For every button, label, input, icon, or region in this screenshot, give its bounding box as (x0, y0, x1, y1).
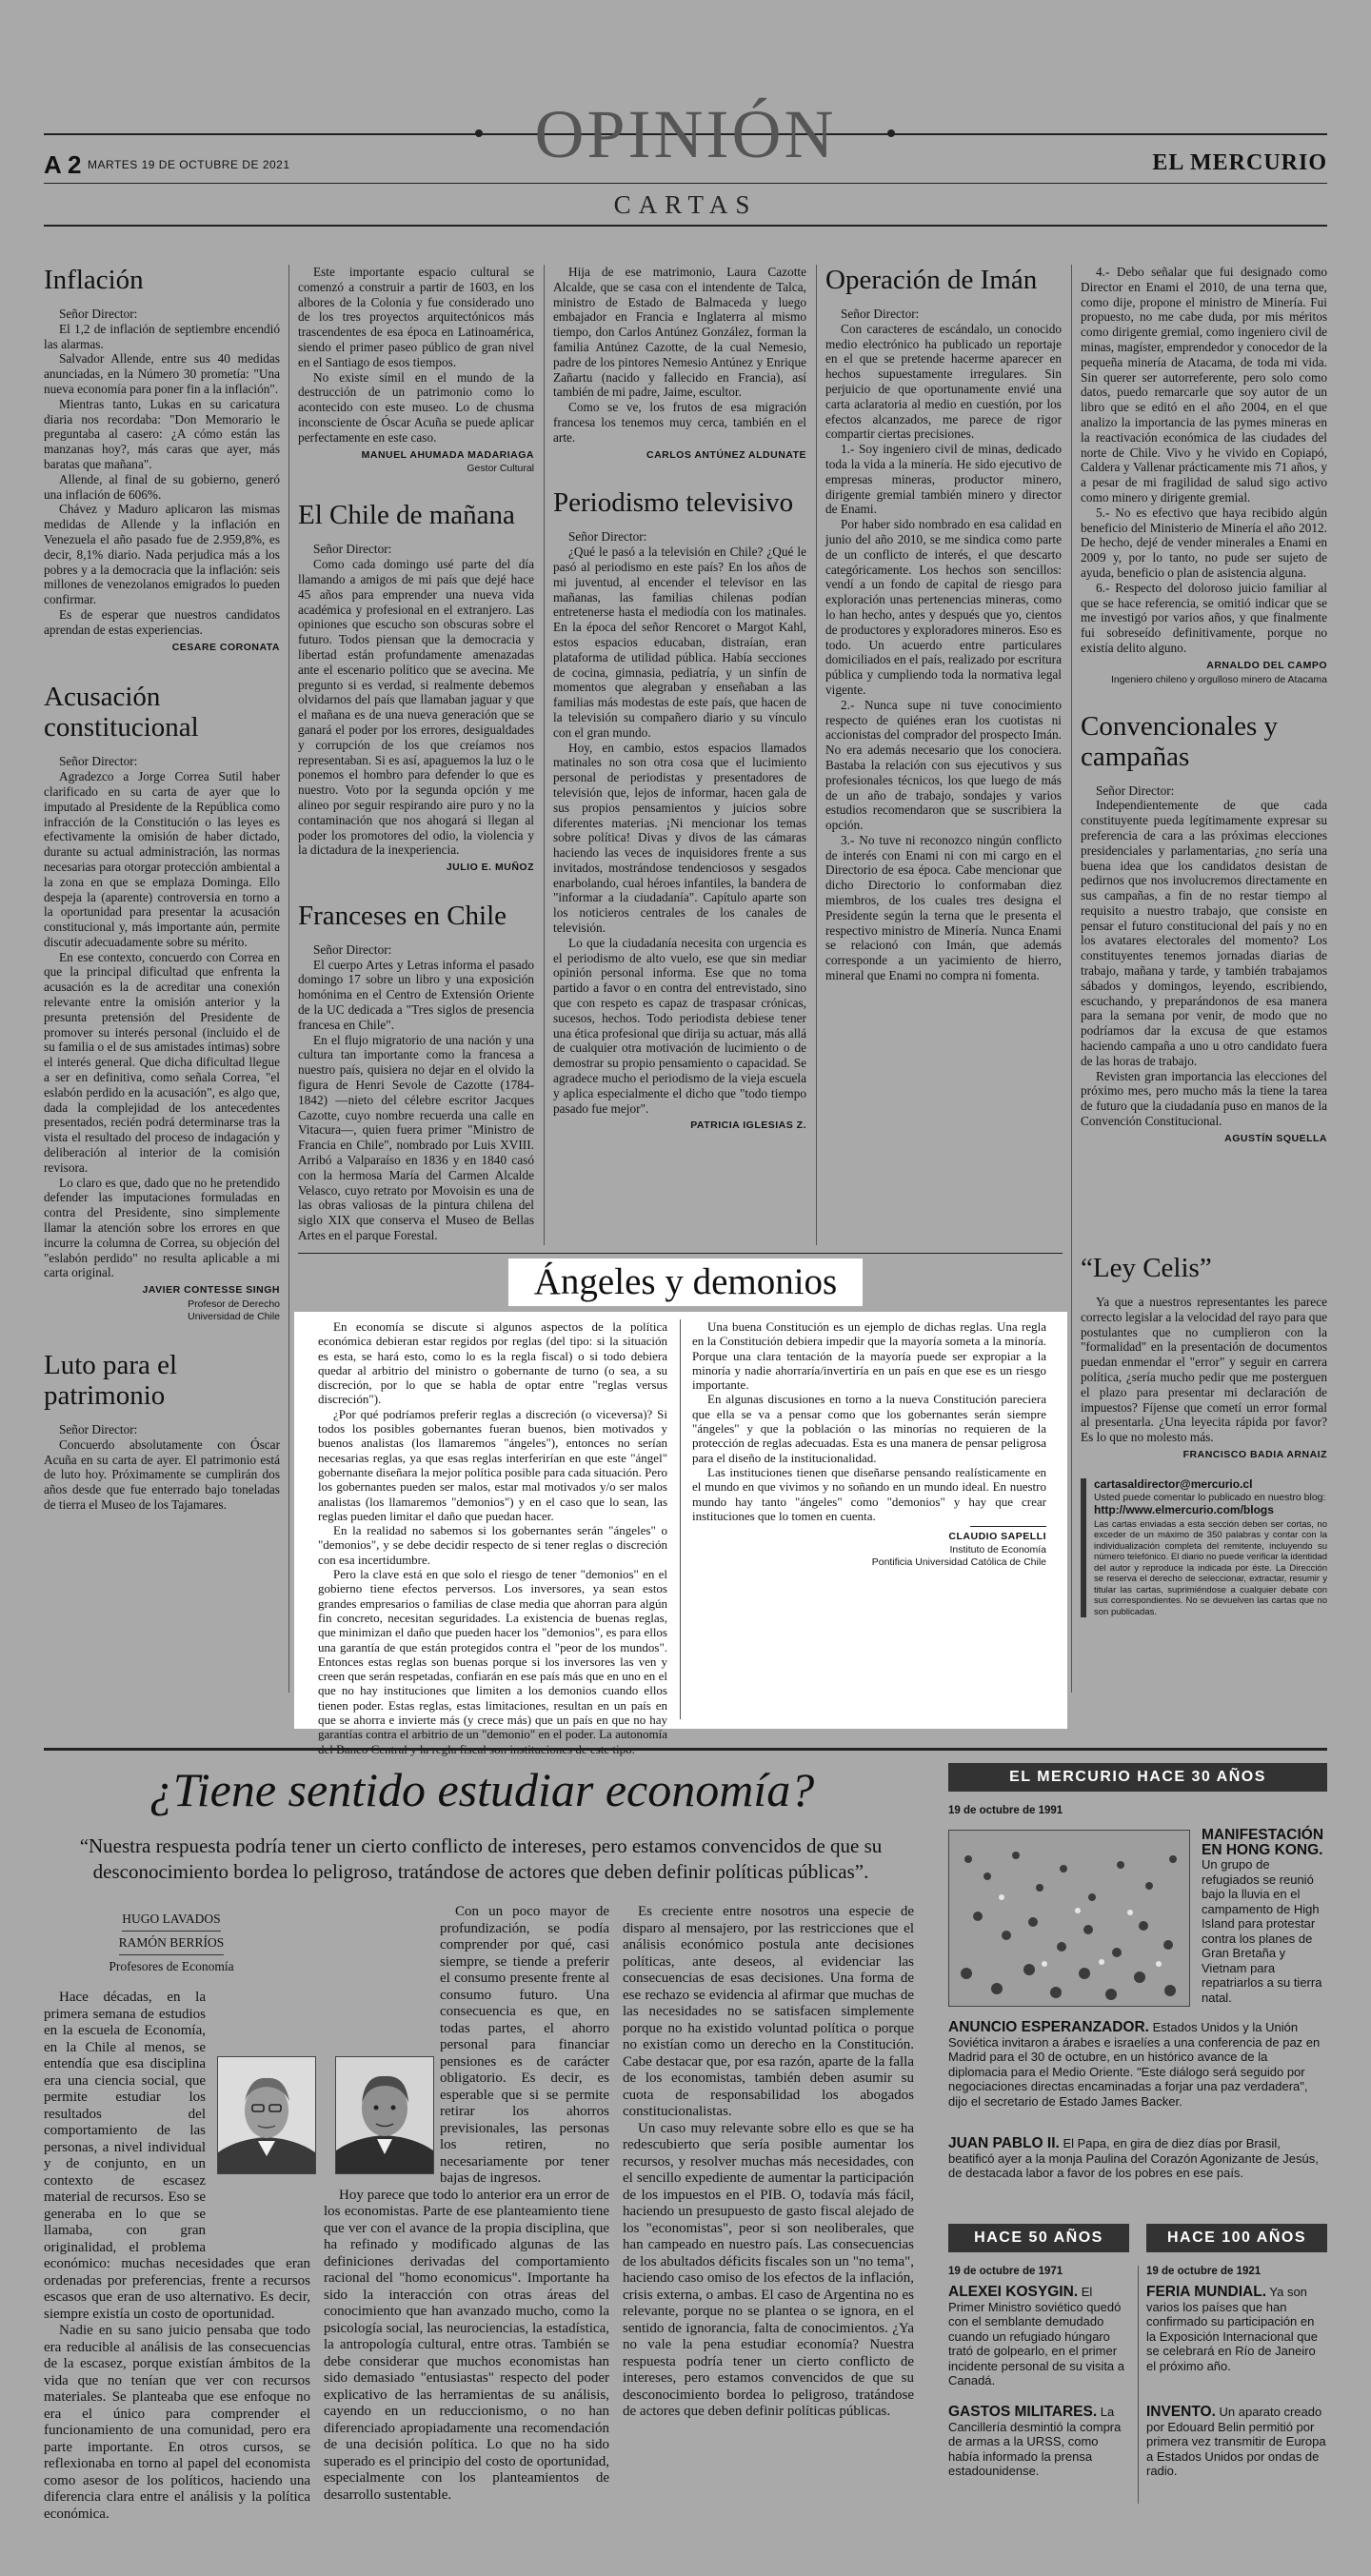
history-item-head: MANIFESTACIÓN EN HONG KONG. (1202, 1827, 1324, 1858)
editorial-col-1 (318, 1319, 667, 1756)
letter-paragraph: En el flujo migratorio de una nación y una cultura tan importante como la francesa a nuestro país, quisiera no dejar en el olvido la figura de Henri Sevole de Cazotte (1784-1842) —nieto del célebre escritor Jacques Cazotte, cuyo nombre recuerda una calle en Vitacura—, quien fuera primer "Ministro de Francia en Chile", nombrado por Luis XVIII. Arribó a Valparaíso en 1836 y en 1840 casó con la hermosa María del Carmen Alcalde Velasco, cuyo retrato por Movoisin es una de las obras valiosas de la pintura chilena del siglo XIX que conserva el Museo de Bellas Artes en el parque Forestal. (298, 1032, 534, 1243)
contact-text (1094, 1478, 1327, 1618)
photo-spacer (324, 1904, 440, 2176)
history-item-text: Un aparato creado por Edouard Belin permitió por primera vez transmitir de Europa a Estados Unidos por ondas de radio. (1146, 2405, 1326, 2478)
letter-affiliation: Profesor de Derecho (188, 1298, 280, 1311)
column-divider (816, 265, 817, 1245)
history-item-head: INVENTO. (1146, 2404, 1216, 2420)
letter-signature: FRANCISCO BADIA ARNAIZ (1182, 1448, 1327, 1460)
column-lead: “Nuestra respuesta podría tener un cierto conflicto de intereses, pero estamos convencidos de que su desconocimiento bordea lo peligroso, tratándose de actores que deben definir políticas públicas”. (79, 1834, 883, 1883)
author-name: RAMÓN BERRÍOS (119, 1932, 225, 1955)
history-item-head: ANUNCIO ESPERANZADOR. (948, 2019, 1149, 2035)
editorial-rule (298, 1253, 1063, 1254)
letter-paragraph: Con caracteres de escándalo, un conocido medio electrónico ha publicado un reportaje en el que se pretende hacerme aparecer en hechos supuestamente irregulares. Sin perjuicio de que oportunamente envié una carta aclaratoria al medio en cuestión, por los efectos alcanzados, me parece de rigor compartir ciertas precisiones. (825, 321, 1062, 442)
letter-paragraph: Hija de ese matrimonio, Laura Cazotte Alcalde, que se casa con el intendente de Talca, ministro de Estado de Balmaceda y luego embajador en Francia e Inglaterra al mismo tiempo, don Carlos Antúnez González, forman la familia Antúnez Cazotte, de la cual Nemesio, padre de los pintores Nemesio Antúnez y Enrique Zañartu (nacido y fallecido en Francia), así también de mi padre, Jaime, escultor. (553, 265, 806, 400)
column-divider (544, 265, 545, 1245)
history-50-item-2 (948, 2405, 1129, 2479)
letter-paragraph: No existe símil en el mundo de la destrucción de un patrimonio como lo acontecido con este museo. Lo de chusma inconsciente de Óscar Acuña se puede aplicar perfectamente en este caso. (298, 369, 534, 445)
history-100-item-1 (1146, 2285, 1327, 2373)
column-paragraph: Nadie en su sano juicio pensaba que todo era reducible al análisis de las consecuencias de la escasez, porque existían ámbitos de la vida que no tenían que ver con recursos materiales. Se planteaba que ese enfoque no era el único para comprender el funcionamiento de una comunidad, pero era parte importante. En otros cursos, se reflexionaba en torno al papel del economista como asesor de los políticos, haciendo una diferencia clara entre el análisis y la política económica. (44, 2323, 310, 2522)
letter-signature: JAVIER CONTESSE SINGH (142, 1284, 280, 1297)
column-1 (44, 265, 280, 1693)
letter-paragraph: 6.- Respecto del doloroso juicio familiar al que se hace referencia, se omitió indicar que se me investigó por varios años, y que finalmente fui sobreseído definitivamente, porque no existía delito alguno. (1081, 580, 1327, 655)
letter-signature: JULIO E. MUÑOZ (446, 862, 534, 874)
editorial-box (294, 1312, 1067, 1756)
history-100-date: 19 de octubre de 1921 (1146, 2266, 1262, 2277)
history-item-text: El Primer Ministro soviético quedó con el semblante demudado cuando un refugiado húngaro trató de golpearlo, en el primer incidente personal de su visita a Canadá. (948, 2285, 1125, 2388)
section-title: OPINIÓN (534, 96, 837, 172)
editorial-title: Ángeles y demonios (533, 1261, 838, 1302)
letter-paragraph: Ya que a nuestros representantes les parece correcto legislar a la velocidad del rayo para que postulantes que no cumplieron con la "formalidad" en la presentación de documentos puedan enmendar el "error" y seguir en carrera política, ¿sería mucho pedir que me posterguen el plazo para presentar mi declaración de impuestos? Fíjense que cometí un error formal al presentarla. ¿Una leyecita rápida por favor? Es lo que no molesto más. (1081, 1295, 1327, 1445)
contact-policy: Las cartas enviadas a esta sección deben ser cortas, no exceder de un máximo de 350 palabras y contar con la individualización completa del remitente, incluyendo su número telefónico. El diario no puede verificar la identidad del autor y reproduce la indicada por éste. La Dirección se reserva el derecho de seleccionar, extractar, resumir y titular las cartas, suprimiéndose a cualquier debate con sus correspondientes. No se devuelven las cartas que no son publicadas. (1094, 1518, 1327, 1617)
crowd-photo-icon (949, 1831, 1189, 2006)
editorial-signature: CLAUDIO SAPELLI (948, 1531, 1046, 1543)
column-paragraph: Hace décadas, en la primera semana de estudios en la escuela de Economía, en la Chile al menos, se entendía que esa disciplina era una ciencia social, que permite estudiar los resultados del comportamiento de las personas, a nivel individual y de conjunto, en un contexto de escasez material de recursos. Eso se generaba en lo que se llamaba, con gran originalidad, el problema económico: muchas necesidades que eran ordenadas por preferencias, frente a recursos escasos que eran de uso alternativo. Es decir, siempre existía un costo de oportunidad. (44, 1990, 310, 2322)
contact-block (1081, 1478, 1327, 1618)
letter-paragraph: El 1,2 de inflación de septiembre encendió las alarmas. (44, 321, 280, 351)
letter-luto (44, 1350, 280, 1513)
letter-celis (1081, 1253, 1327, 1463)
editorial-paragraph: En algunas discusiones en torno a la nueva Constitución pareciera que ella se va a pensar como que los gobernantes serán siempre "ángeles" y que la población o las minorías no requieren de la protección de reglas adecuadas. Esta es una manera de pensar peligrosa para el diseño de la institucionalidad. (692, 1392, 1046, 1465)
history-100-item-2 (1146, 2405, 1327, 2479)
letter-paragraph: Este importante espacio cultural se comenzó a construir a partir de 1603, en los albores de la Colonia y fue considerado uno de los tres proyectos arquitectónicos más trascendentes de esa época en Latinoamérica, siendo el primer paseo público de gran nivel en el Santiago de esos tiempos. (298, 265, 534, 369)
letter-greeting: Señor Director: (59, 1422, 138, 1437)
editorial-paragraph: Pero la clave está en que solo el riesgo de tener "demonios" en el gobierno tiene efectos perversos. Los inversores, ya sean estos grandes empresarios o familias de clase media que ahorran para algún fin concreto, necesitan seguridades. La existencia de buenas reglas, que minimizan el daño que pueden hacer los "demonios", es para ellos una garantía de que están protegidos contra el "peor de los mundos". Entonces estas reglas son buenas porque si los inversores las ven y creen que serán respetadas, confiarán en ese país más que en uno en el que no hay instituciones que limiten a los demonios cuando ellos tienen poder. Estas reglas, estas limitaciones, resultan en un país en que se ahorra e invierte más (y crece más) que un país en que no hay garantías contra el arbitrio de un "demonio" en el poder. La autonomía del Banco Central y la regla fiscal son instituciones de este tipo. (318, 1567, 667, 1756)
letter-iman (825, 265, 1062, 983)
letter-paragraph: 2.- Nunca supe ni tuve conocimiento respecto de quiénes eran los cuotistas ni accionistas del comprador del prospecto Imán. No era además necesario que los conociera. Bastaba la relación con sus ejecutivos y sus profesionales técnicos, los que luego de más de un año de trabajo, sondajes y varios estudios recomendaron que se suscribiera la opción. (825, 697, 1062, 833)
editorial-paragraph: Las instituciones tienen que diseñarse pensando realísticamente en el mundo en que vivimos y no soñando en un mundo ideal. En nuestro mundo hay tanto "ángeles" como "demonios" y hay que crear instituciones que lo tomen en cuenta. (692, 1464, 1046, 1523)
letter-luto-continued (298, 265, 534, 475)
history-100-header: HACE 100 AÑOS (1146, 2224, 1327, 2252)
column-5-lower (1081, 1253, 1327, 1706)
editorial-title-box (508, 1258, 863, 1306)
contact-blog-link[interactable]: http://www.elmercurio.com/blogs (1094, 1502, 1274, 1516)
history-30-item-1 (948, 2020, 1327, 2109)
letter-periodismo (553, 487, 806, 1134)
author-role: Profesores de Economía (109, 1959, 234, 1973)
letter-greeting: Señor Director: (59, 754, 138, 769)
newspaper-name: EL MERCURIO (1152, 150, 1327, 175)
photo-spacer (206, 2056, 310, 2243)
column-text-2 (324, 1904, 609, 2523)
letter-signature: AGUSTÍN SQUELLA (1224, 1132, 1327, 1144)
history-item-text: Ya son varios los países que han confirmado su participación en la Exposición Internacional que se celebrará en Río de Janeiro el próximo año. (1146, 2285, 1318, 2373)
letter-title: Acusación constitucional (44, 682, 199, 743)
letter-signature: MANUEL AHUMADA MADARIAGA (361, 448, 534, 461)
letter-paragraph: Independientemente de que cada constituyente pueda legítimamente expresar su preferencia de cara a las próximas elecciones presidenciales y parlamentarias, ¿no sería una buena idea que los candidatos desistan de pedirnos que nos involucremos directamente en sus campañas, a fin de no restar tiempo al requisito a nuestro trabajo, que consiste en pensar el futuro constitucional del país y no en los avatares electorales del momento? Los constituyentes tenemos jornadas diarias de trabajo, mañana y tarde, y también trabajamos sábados y domingos, leyendo, escribiendo, escuchando, y preparándonos de esa manera para la semana por venir, de modo que no podríamos dar la excusa de que estamos haciendo campaña a uno u otro candidato fuera de las horas de trabajo. (1081, 798, 1327, 1068)
column-4 (825, 265, 1062, 1245)
editorial-paragraph: Una buena Constitución es un ejemplo de dichas reglas. Una regla en la Constitución debiera impedir que la mayoría someta a la minoría. Porque una clara tentación de la mayoría puede ser expropiar a la minoría y nadie ahorraría/invertiría en un país en que ese es un riesgo importante. (692, 1319, 1046, 1393)
signature-rule (970, 1526, 1046, 1527)
letter-signature: ARNALDO DEL CAMPO (1206, 659, 1327, 671)
contact-bar (1081, 1478, 1086, 1618)
column-byline (76, 1908, 267, 1978)
letter-paragraph: Es de esperar que nuestros candidatos aprendan de estas experiencias. (44, 606, 280, 637)
editorial-paragraph: ¿Por qué podríamos preferir reglas a discreción (o viceversa)? Si todos los posibles gobernantes fueran buenos, bien motivados y buenos analistas (los llamaremos "ángeles"), entonces no serían necesarias reglas, ya que esas reglas interferirían en que este "ángel" gobernante diseñara la mejor política posible para cada situación. Pero los gobernantes pueden ser malos, estar mal motivados y/o ser malos analistas (los llamaremos "demonios") y en el caso que lo sean, las reglas pueden limitar el daño que puedan hacer. (318, 1406, 667, 1523)
history-item-text: Estados Unidos y la Unión Soviética invitaron a árabes e israelíes a una conferencia de paz en Madrid para el 30 de octubre, en un histórico avance de la diplomacia para el Medio Oriente. "Este diálogo será seguido por negociaciones directas encaminadas a forjar una paz verdadera", dijo el secretario de Estado James Backer. (948, 2020, 1321, 2109)
letter-signature: PATRICIA IGLESIAS Z. (690, 1120, 806, 1132)
letter-paragraph: El cuerpo Artes y Letras informa el pasado domingo 17 sobre un libro y una exposición homónima en el Centro de Extensión Oriente de la UC dedicada a "Tres siglos de presencia francesa en Chile". (298, 957, 534, 1032)
page-date: MARTES 19 DE OCTUBRE DE 2021 (88, 158, 290, 171)
letter-title: Franceses en Chile (298, 900, 507, 931)
column-text-3 (623, 1904, 914, 2523)
letter-paragraph: ¿Qué le pasó a la televisión en Chile? ¿Qué le pasó al periodismo en este país? En los años de mi juventud, al encender el televisor en las mañanas, las familias chilenas podían entretenerse hasta el mediodía con los matinales. En la época del señor Rencoret o Margot Kahl, estos espacios educaban, distraían, eran plataforma de utilidad pública. Había secciones de cocina, gimnasia, pediatría, y un sinfín de momentos que alegraban y enseñaban a las familias más modestas de este país, que hacen de la televisión su compañero diario y su vínculo con el gran mundo. (553, 545, 806, 740)
history-photo-caption (1202, 1828, 1327, 2005)
letter-paragraph: Lo que la ciudadanía necesita con urgencia es el periodismo de alto vuelo, ese que sin mediar opinión personal informa. Ese que no toma partido a favor o en contra del entrevistado, sino que con respeto es capaz de traspasar crónicas, sucesos, hechos. Todo periodista debiese tener una ética profesional que dirija su actuar, más allá de cualquier otra motivación de lucimiento o de demostrar su propio pensamiento o capacidad. Se agradece mucho el periodismo de la vieja escuela y aplica especialmente el dicho que "todo tiempo pasado fue mejor". (553, 935, 806, 1116)
editorial-paragraph: En la realidad no sabemos si los gobernantes serán "ángeles" o "demonios", y se debe decidir respecto de si tener reglas o discreción con esa incertidumbre. (318, 1523, 667, 1567)
letter-title: Luto para el patrimonio (44, 1350, 178, 1412)
letter-franceses (298, 901, 534, 1243)
letter-greeting: Señor Director: (1096, 783, 1175, 798)
header-rule-mid (44, 183, 1327, 184)
history-30-header: EL MERCURIO HACE 30 AÑOS (948, 1763, 1327, 1792)
editorial-paragraph: En economía se discute si algunos aspectos de la política económica debieran estar regidos por reglas (del tipo: si la situación es esta, se hará esto, como lo es la regla fiscal) o si todo debiera quedar al arbitrio del ministro o gobernante de turno (o sea, a su discreción, por lo que se habla de optar entre "reglas versus discreción"). (318, 1319, 667, 1407)
letter-paragraph: Como cada domingo usé parte del día llamando a amigos de mi país que dejé hace 45 años para emprender una nueva vida académica y profesional en el extranjero. Las opiniones que escucho son obscuras sobre el futuro. Todos piensan que la democracia y libertad están profundamente amenazadas ante el escenario político que se avecina. Me pregunto si es verdad, si realmente debemos olvidarnos del país que llamaban jaguar y que el mañana es de una nueva generación que se ganará el poder por los errores, desigualdades y corrupción de los que creíamos nos representaban. Si es así, apaguemos la luz o le ponemos el hombro para defender lo que es nuestro. Voto por la segunda opción y me alineo por seguir respirando aire puro y no la contaminación que nos ahogará si llegan al poder los promotores del odio, la violencia y la dictadura de la inexperiencia. (298, 557, 534, 858)
history-50-date: 19 de octubre de 1971 (948, 2266, 1063, 2277)
history-50-header: HACE 50 AÑOS (948, 2224, 1129, 2252)
letter-title: Periodismo televisivo (553, 487, 794, 519)
column-paragraph: Un caso muy relevante sobre ello es que se ha redescubierto que sería posible aumentar los recursos, y resolver muchas más necesidades, con el sencillo expediente de aumentar la participación de los impuestos en el PIB. O, todavía más fácil, haciendo un presupuesto de gasto fiscal alejado de los "economistas", peor si son neoliberales, que han campeado en nuestro país. Las consecuencias de los abultados déficits fiscales son un "no tema", haciendo caso omiso de los efectos de la inflación, crisis externa, o ambas. El caso de Argentina no es relevante, porque no se plantea o se ignora, en el sentido de ignorancia, falta de conocimientos. ¿Ya no vale la pena estudiar economía? Nuestra respuesta podría tener un cierto conflicto de intereses, pero estamos convencidos de que su desconocimiento bordea lo peligroso, tratándose de actores que deben definir políticas públicas. (623, 2120, 914, 2419)
letter-title: “Ley Celis” (1081, 1253, 1212, 1283)
history-item-head: FERIA MUNDIAL. (1146, 2284, 1266, 2300)
letter-greeting: Señor Director: (313, 542, 392, 557)
column-2 (298, 265, 534, 1245)
letter-paragraph: Agradezco a Jorge Correa Sutil haber clarificado en su carta de ayer que lo imputado al Presidente de la República como infracción de la Constitución o las leyes es efectivamente la omisión de haber dictado, durante su actual administración, las normas necesarias para otorgar protección ambiental a la zona en que se emplaza Dominga. Ello despeja la (aparente) controversia en torno a la oportunidad para presentar la acusación constitucional y, más importante aún, permite discutir adecuadamente sobre su mérito. (44, 769, 280, 949)
letter-title: Convencionales y campañas (1081, 710, 1278, 772)
history-item-text: Un grupo de refugiados se reunió bajo la lluvia en el campamento de High Island para protestar contra los planes de Gran Bretaña y Vietnam para repatriarlos a su tierra natal. (1202, 1857, 1322, 2005)
page-number: A 2 (44, 150, 82, 179)
letter-acusacion (44, 682, 280, 1323)
letter-convencionales (1081, 711, 1327, 1147)
letter-paragraph: Hoy, en cambio, estos espacios llamados matinales no son otra cosa que el lucimiento personal de periodistas y presentadores de televisión que, lejos de informar, hacen gala de sus propios pensamientos y juicios sobre diferentes materias. ¡Ni mencionar los temas sobre política! Divas y divos de las cámaras haciendo las veces de inquisidores frente a sus invitados, mostrándose tendenciosos y sesgados enarbolando, cual héroes infantiles, la bandera de "informar a la ciudadanía". Capítulo aparte son los noticieros centrales de los canales de televisión. (553, 740, 806, 936)
letter-paragraph: Como se ve, los frutos de esa migración francesa los tenemos muy cerca, también en el arte. (553, 400, 806, 445)
column-paragraph: Es creciente entre nosotros una especie de disparo al mensajero, por las restricciones que el análisis económico postula ante decisiones políticas, ante deseos, al evidenciar las consecuencias de esas decisiones. Una forma de ese rechazo se evidencia al afirmar que muchas de las necesidades no se satisfacen simplemente porque no ha existido voluntad política o porque no existían como un derecho en la Constitución. Cabe destacar que, por esa razón, aparte de la falla de los economistas, también deben asumir su cuota de responsabilidad los abogados constitucionalistas. (623, 1904, 914, 2119)
column-3 (553, 265, 806, 1245)
letter-paragraph: 3.- No tuve ni reconozco ningún conflicto de interés con Enami ni con mi cargo en el Directorio de esa época. Cabe mencionar que dicho Directorio lo conformaban diez miembros, de los cuales tres designa el Presidente según la terna que le presenta el respectivo ministro de Minería. Nunca Enami se relacionó con Imán, que además corresponde a un yacimiento de hierro, mineral que Enami no compra ni fomenta. (825, 832, 1062, 983)
column-divider (288, 265, 289, 1693)
letter-paragraph: Salvador Allende, entre sus 40 medidas anunciadas, en la Número 30 prometía: "Una nueva economía para poner fin a la inflación". (44, 351, 280, 396)
letter-paragraph: Lo claro es que, dado que no he pretendido defender las imputaciones formuladas en contra del Presidente, sino simplemente llamar la atención sobre los errores en que incurre la columna de Correa, su objeción del "eslabón perdido" no resulta aplicable a mi carta original. (44, 1175, 280, 1280)
column-divider (1071, 265, 1072, 1693)
letter-affiliation: Gestor Cultural (467, 463, 534, 475)
contact-blog-note: Usted puede comentar lo publicado en nuestro blog: (1094, 1491, 1326, 1503)
history-30-item-2 (948, 2136, 1327, 2181)
letter-title: Operación de Imán (825, 265, 1038, 295)
editorial-divider (680, 1319, 681, 1719)
letter-greeting: Señor Director: (568, 529, 647, 545)
letter-paragraph: Revisten gran importancia las elecciones del próximo mes, pero mucho más la tiene la tarea de futuro que la ciudadanía puso en manos de la Convención Constitucional. (1081, 1068, 1327, 1129)
letter-paragraph: Concuerdo absolutamente con Óscar Acuña en su carta de ayer. El patrimonio está de luto hoy. Próximamente se cumplirán dos años desde que fue enterrado bajo toneladas de tierra el Museo de los Tajamares. (44, 1437, 280, 1512)
column-paragraph: Con un poco mayor de profundización, se podía comprender por qué, casi siempre, se tiende a preferir el consumo presente frente al consumo futuro. Una consecuencia es que, en todas partes, el ahorro personal para financiar pensiones es de carácter obligatorio. Es decir, es esperable que si se permite retirar los ahorros previsionales, las personas los retiren, no necesariamente por tener bajas de ingresos. (440, 1904, 609, 2186)
letter-greeting: Señor Director: (59, 307, 138, 321)
letter-paragraph: Por haber sido nombrado en esa calidad en junio del año 2010, se me sindica como parte de un conflicto de interés, el que descarto categóricamente. Los hechos son sencillos: vendí a un fondo de capital de riesgo para exploración unas pertenencias mineras, como lo han hecho, antes y después que yo, cientos de productores y exploradores mineros. Eso es todo. Un acuerdo entre particulares domiciliados en el país, realizado por escritura pública y cumpliendo toda la normativa legal vigente. (825, 517, 1062, 697)
editorial-col-2 (692, 1319, 1046, 1719)
contact-email[interactable]: cartasaldirector@mercurio.cl (1094, 1476, 1253, 1491)
letter-signature: CESARE CORONATA (171, 641, 280, 653)
history-item-head: ALEXEI KOSYGIN. (948, 2284, 1079, 2300)
letter-title: El Chile de mañana (298, 500, 515, 531)
letter-title: Inflación (44, 265, 144, 295)
history-photo (948, 1830, 1190, 2007)
history-item-head: GASTOS MILITARES. (948, 2404, 1098, 2420)
letter-paragraph: Mientras tanto, Lukas en su caricatura diaria nos recordaba: "Don Memorario le preguntaba al casero: ¿A cómo están las manzanas hoy?, más caras que ayer, más baratas que mañana". (44, 396, 280, 471)
history-item-text: La Cancillería desmintió la compra de armas a la URSS, como había informado la prensa estadounidense. (948, 2405, 1122, 2478)
history-item-text: El Papa, en gira de diez días por Brasil, beatificó ayer a la monja Paulina del Corazón Agonizante de Jesús, de destacada labor a favor de los pobres en ese país. (948, 2136, 1319, 2180)
letter-chile (298, 500, 534, 876)
letter-affiliation: Universidad de Chile (188, 1311, 280, 1323)
history-divider (1138, 2266, 1139, 2504)
letter-paragraph: 4.- Debo señalar que fui designado como Director en Enami el 2010, de una terna que, como dije, propone el ministro de Minería. Fui propuesto, no me cabe duda, por mis méritos como dirigente gremial, como ingeniero civil de minas, magíster, emprendedor y conocedor de la pequeña minería de Atacama, de toda mi vida. Sin querer ser autorreferente, pero solo como datos, puedo remarcarle que soy autor de un libro que se editó en el año 2004, en el que analizo la importancia de las pymes mineras en la reactivación económica de las ciudades del norte de Chile. Vivo y he vivido en Copiapó, Caldera y Vallenar prácticamente mis 71 años, y a pesar de mi fragilidad de salud sigo activo como minero y dirigente gremial. (1081, 265, 1327, 505)
history-item-head: JUAN PABLO II. (948, 2135, 1060, 2151)
letter-greeting: Señor Director: (841, 307, 920, 321)
letter-paragraph: En ese contexto, concuerdo con Correa en que la principal dificultad que enfrenta la acusación es la de acreditar una conexión relevante entre la omisión anterior y la presunta pretensión del Presidente de promover su interés personal (incluido el de su familia o el de sus amistades íntimas) sobre el interés general. Que dicha dificultad llegue a ser en definitiva, como señala Correa, "el eslabón perdido en la acusación", es algo que, dada la complejidad de los antecedentes presentados, recién podrá determinarse tras la vista el resultado del proceso de indagación y deliberación al interior de la comisión revisora. (44, 949, 280, 1175)
column-5 (1081, 265, 1327, 1245)
column-title: ¿Tiene sentido estudiar economía? (149, 1763, 815, 1816)
column-paragraph: Hoy parece que todo lo anterior era un error de los economistas. Parte de ese planteamiento tiene que ver con el avance de la propia disciplina, que ha refinado y modificado algunas de las definiciones derivadas del comportamiento racional del "homo economicus". Importante ha sido la interacción con otras áreas del conocimiento que han avanzado mucho, como la psicología social, las neurociencias, la estadística, la antropología cultural, entre otras. También se debe considerar que muchos economistas han sido demasiado "entusiastas" respecto del poder explicativo de las herramientas de su análisis, cayendo en un reduccionismo, o no han diferenciado apropiadamente una recomendación de una decisión política. Lo que no ha sido superado es el principio del costo de oportunidad, especialmente con los planteamientos de desarrollo sustentable. (324, 2187, 609, 2503)
history-30-date: 19 de octubre de 1991 (948, 1805, 1063, 1816)
letter-greeting: Señor Director: (313, 941, 392, 957)
letter-inflacion (44, 265, 280, 655)
bottom-section-rule (44, 1748, 1327, 1751)
letter-iman-continued (1081, 265, 1327, 686)
letter-paragraph: Chávez y Maduro aplicaron las mismas medidas de Allende y la inflación en Venezuela el año pasado fue de 2.959,8%, es decir, 8,1% diario. Nada perjudica más a los pobres y a la democracia que la inflación: seis millones de venezolanos emigrados lo pueden confirmar. (44, 502, 280, 607)
letter-paragraph: Allende, al final de su gobierno, generó una inflación de 606%. (44, 471, 280, 502)
column-text-1 (44, 1990, 310, 2523)
letter-paragraph: 5.- No es efectivo que haya recibido algún beneficio del Ministerio de Minería el año 2012. De hecho, dejé de vender minerales a Enami en 2009 y, por lo tanto, no pude ser sujeto de ayuda, beneficio o plan de asistencia alguna. (1081, 505, 1327, 580)
letter-franceses-continued (553, 265, 806, 463)
author-name: HUGO LAVADOS (122, 1908, 220, 1932)
subsection-title: CARTAS (613, 190, 758, 219)
editorial-affiliation: Pontificia Universidad Católica de Chile (871, 1556, 1046, 1569)
header-rule-bottom (44, 225, 1327, 227)
letter-affiliation: Ingeniero chileno y orgulloso minero de Atacama (1110, 673, 1327, 685)
history-50-item-1 (948, 2285, 1129, 2388)
editorial-affiliation: Instituto de Economía (949, 1544, 1046, 1556)
letter-signature: CARLOS ANTÚNEZ ALDUNATE (646, 448, 806, 461)
letter-paragraph: 1.- Soy ingeniero civil de minas, dedicado toda la vida a la minería. He sido ejecutivo de empresas mineras, productor minero, dirigente gremial también minero y director de Enami. (825, 442, 1062, 517)
